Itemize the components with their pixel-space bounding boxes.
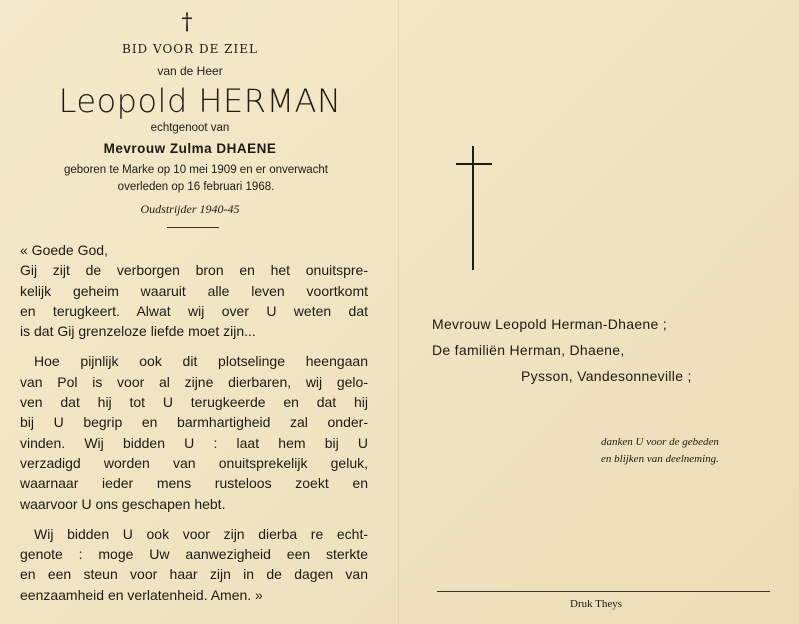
prayer-line: Gij zijt de verborgen bron en het onuitspre- (20, 262, 368, 279)
veteran-note: Oudstrijder 1940-45 (140, 202, 240, 216)
prayer-line: verzadigd worden van onuitsprekelijk geluk, (20, 454, 368, 471)
cross-horizontal-bar (456, 163, 492, 165)
family-line-3: Pysson, Vandesonneville ; (521, 368, 692, 384)
prayer-text (20, 240, 368, 605)
title-prefix: van de Heer (157, 64, 223, 78)
prayer-line: en een steun voor haar zijn in de dagen van (20, 566, 368, 583)
family-line-1: Mevrouw Leopold Herman-Dhaene ; (432, 316, 667, 332)
thanks-line-2: en blijken van deelneming. (601, 453, 719, 465)
prayer-line: waarvoor U ons geschapen hebt. (20, 495, 226, 512)
printer-credit: Druk Theys (570, 598, 623, 610)
prayer-line: genote : moge Uw aanwezigheid een sterkte (20, 546, 368, 563)
prayer-line: en terugkeert. Alwat wij over U weten dat (20, 302, 368, 319)
small-cross-icon: † (181, 10, 193, 35)
paragraph-gap (20, 341, 368, 351)
prayer-line: van Pol is voor al zijne dierbaren, wij gelo- (20, 373, 368, 390)
death-line: overleden op 16 februari 1968. (117, 181, 275, 193)
prayer-line: Wij bidden U ook voor zijn dierba re echt- (34, 525, 368, 542)
prayer-line: waarnaar ieder mens rusteloos zoekt en (20, 475, 368, 492)
spouse-name: Mevrouw Zulma DHAENE (103, 141, 277, 156)
birth-line: geboren te Marke op 10 mei 1909 en er onverwacht (63, 164, 329, 176)
card-fold (398, 0, 399, 624)
paragraph-gap (20, 514, 368, 524)
prayer-line: ven dat hij tot U terugkeerde en dat hij (20, 394, 368, 411)
spouse-label: echtgenoot van (150, 122, 230, 134)
prayer-line: eenzaamheid en verlatenheid. Amen. » (20, 586, 263, 603)
prayer-line: « Goede God, (20, 242, 108, 258)
prayer-line: is dat Gij grenzeloze liefde moet zijn... (20, 323, 256, 340)
prayer-line: kelijk geheim waaruit alle leven voortkomt (20, 282, 368, 299)
prayer-line: Hoe pijnlijk ook dit plotselinge heengaan (34, 353, 368, 370)
prayer-line: bij U begrip en barmhartigheid zal onder- (20, 414, 368, 431)
prayer-title: BID VOOR DE ZIEL (122, 42, 258, 56)
divider-long (437, 591, 770, 592)
thanks-line-1: danken U voor de gebeden (601, 436, 719, 448)
divider-short (167, 227, 219, 228)
prayer-line: vinden. Wij bidden U : laat hem bij U (20, 434, 368, 451)
family-line-2: De familiën Herman, Dhaene, (432, 342, 625, 358)
deceased-name: Leopold HERMAN (58, 82, 342, 120)
